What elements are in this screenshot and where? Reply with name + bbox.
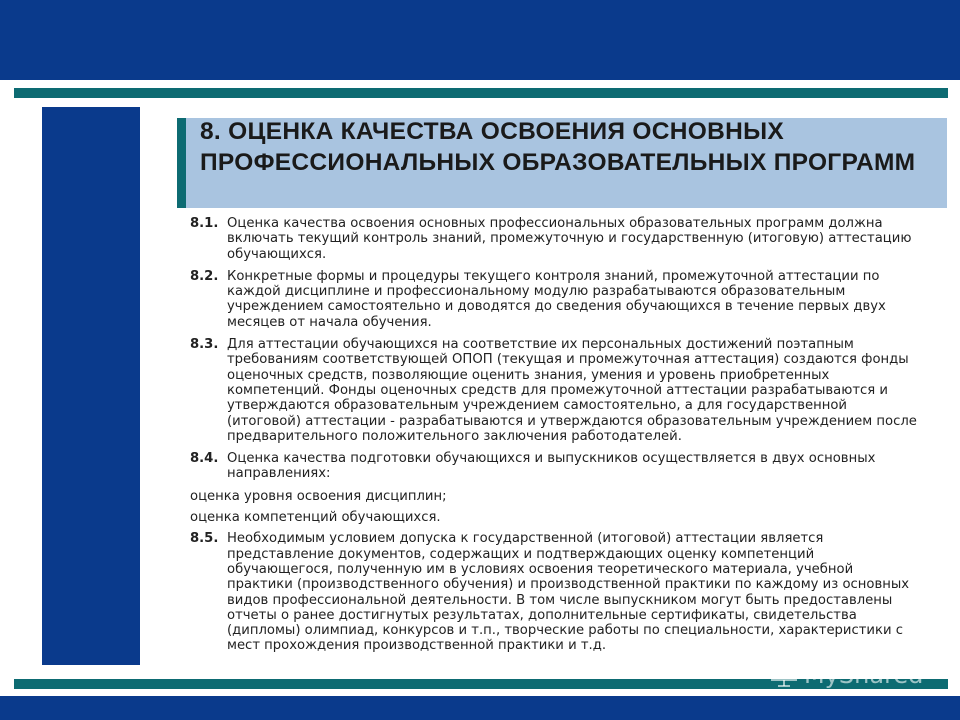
top-banner [0, 0, 960, 80]
section-8-2 [190, 269, 920, 330]
watermark-text: MyShared [804, 661, 924, 689]
section-8-1 [190, 216, 920, 262]
section-text: Необходимым условием допуска к государственной (итоговой) аттестации является представление документов, содержащих и подтверждающих оценку компетенций обучающегося, полученную им в условиях освоения теоретического материала, учебной практики (производственного обучения) и производственной практики по каждому из основных видов профессиональной деятельности. В том числе выпускником могут быть предоставлены отчеты о ранее достигнутых результатах, дополнительные сертификаты, свидетельства (дипломы) олимпиад, конкурсов и т.п., творческие работы по специальности, характеристики с мест прохождения производственной практики и т.д. [227, 531, 910, 654]
watermark [770, 661, 923, 689]
section-number: 8.2. [190, 268, 219, 284]
section-number: 8.4. [190, 451, 219, 467]
section-text: Конкретные формы и процедуры текущего контроля знаний, промежуточной аттестации по каждой дисциплине и профессиональному модулю разрабатываются образовательным учреждением самостоятельно и доводятся до сведения обучающихся в течение первых двух месяцев от начала обучения. [227, 268, 886, 330]
section-8-4 [190, 451, 920, 482]
section-text: Оценка качества освоения основных профессиональных образовательных программ должна включать текущий контроль знаний, промежуточную и государственную (итоговую) аттестацию обучающихся. [227, 216, 912, 262]
title-accent [177, 118, 186, 208]
page-title: 8. ОЦЕНКА КАЧЕСТВА ОСВОЕНИЯ ОСНОВНЫХ ПРОФЕССИОНАЛЬНЫХ ОБРАЗОВАТЕЛЬНЫХ ПРОГРАММ [200, 118, 916, 176]
section-number: 8.5. [190, 531, 219, 547]
bottom-banner [0, 696, 960, 720]
section-text: Для аттестации обучающихся на соответствие их персональных достижений поэтапным требованиям соответствующей ОПОП (текущая и промежуточная аттестация) создаются фонды оценочных средств, позволяющие оценить знания, умения и уровень приобретенных компетенций. Фонды оценочных средств для промежуточной аттестации разрабатываются и утверждаются образовательным учреждением самостоятельно, а для государственной (итоговой) аттестации - разрабатываются и утверждаются образовательным учреждением после предварительного положительного заключения работодателей. [227, 337, 917, 444]
content [190, 216, 920, 661]
list-item: оценка уровня освоения дисциплин; [190, 488, 447, 504]
left-decor-block [42, 107, 140, 665]
section-number: 8.1. [190, 216, 219, 231]
section-number: 8.3. [190, 337, 219, 353]
section-8-5 [190, 531, 920, 653]
top-divider [14, 88, 948, 98]
presentation-icon [770, 663, 798, 687]
section-text: Оценка качества подготовки обучающихся и выпускников осуществляется в двух основных направлениях: [227, 451, 876, 482]
section-8-3 [190, 337, 920, 444]
list-item: оценка компетенций обучающихся. [190, 510, 441, 526]
